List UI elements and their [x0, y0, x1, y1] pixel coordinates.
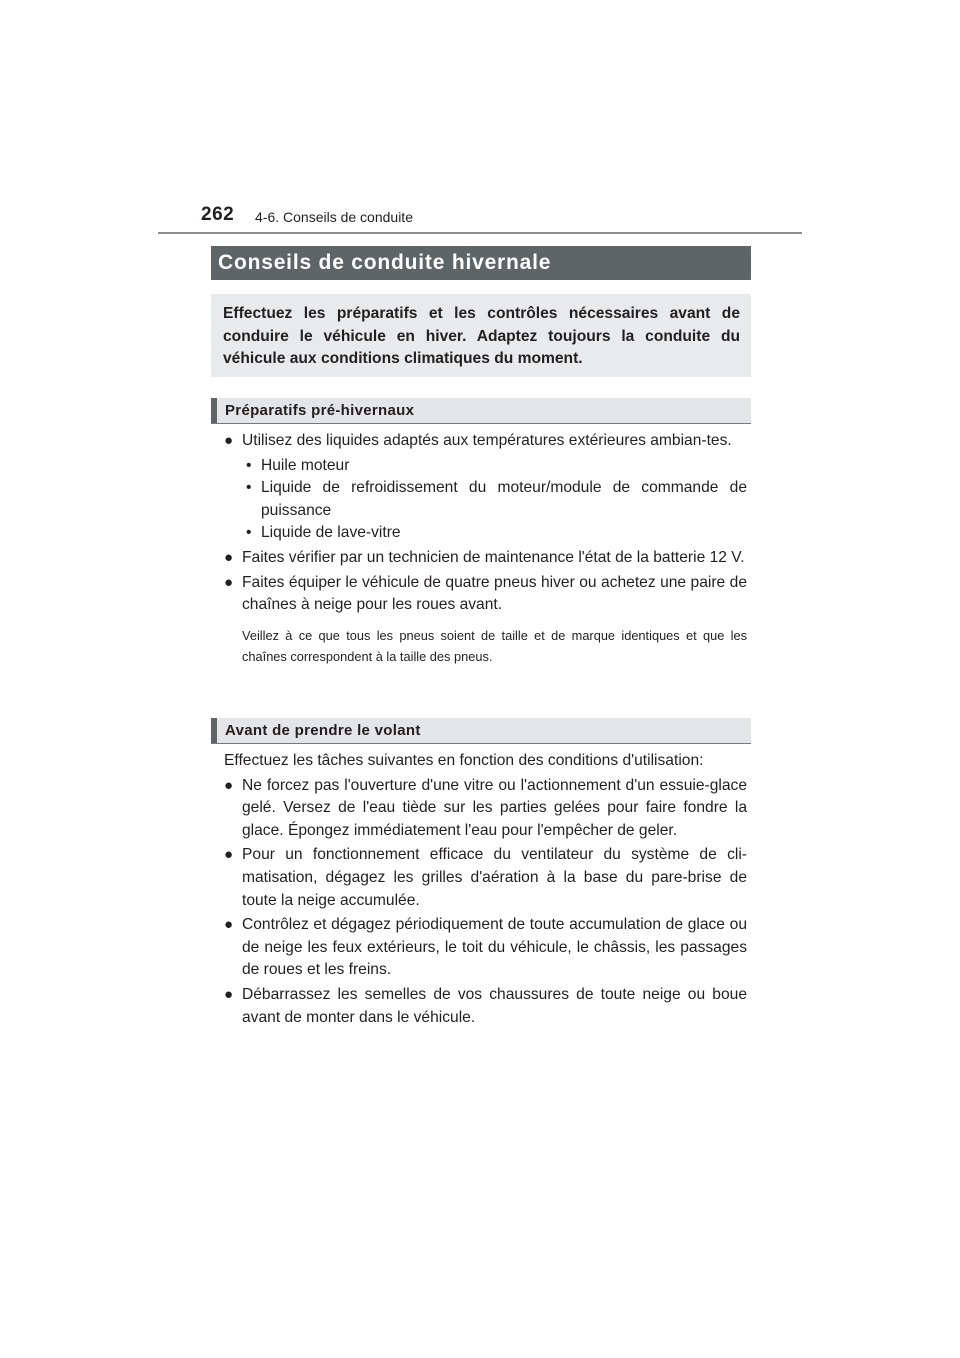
list-item-text: Faites vérifier par un technicien de maintenance l'état de la batterie 12 V. — [242, 548, 745, 566]
list-item-text: Contrôlez et dégagez périodiquement de toute accumulation de glace ou de neige les feux extérieurs, le toit du véhicule, le châssis, les passages de roues et les freins. — [242, 916, 747, 979]
list-item — [224, 547, 747, 570]
list-item-text: Débarrassez les semelles de vos chaussures de toute neige ou boue avant de monter dans le véhicule. — [242, 985, 747, 1026]
section-body-before-driving — [224, 750, 747, 1031]
sub-bullet-icon: • — [246, 456, 252, 474]
list-item — [224, 430, 747, 453]
section-heading-preparations — [211, 398, 751, 424]
list-item — [224, 775, 747, 843]
sub-list-item-text: Huile moteur — [261, 456, 350, 474]
section-heading-label: Préparatifs pré-hivernaux — [225, 402, 415, 419]
sub-list-item — [224, 477, 747, 522]
list-item — [224, 914, 747, 982]
intro-box — [211, 294, 751, 377]
section-heading-before-driving — [211, 718, 751, 744]
section-title-bar — [211, 246, 751, 280]
page-title: Conseils de conduite hivernale — [218, 251, 552, 274]
sub-list-item — [224, 522, 747, 545]
list-item-text: Pour un fonctionnement efficace du ventilateur du système de cli-matisation, dégagez les grilles d'aération à la base du pare-brise de toute la neige accumulée. — [242, 846, 747, 909]
page-number: 262 — [201, 204, 235, 225]
sub-list-item — [224, 455, 747, 478]
section-body-preparations — [224, 430, 747, 667]
list-item-text: Utilisez des liquides adaptés aux températures extérieures ambian-tes. — [242, 432, 732, 449]
sub-list-item-text: Liquide de lave-vitre — [261, 524, 401, 542]
sub-list-item-text: Liquide de refroidissement du moteur/module de commande de puissance — [261, 479, 747, 519]
bullet-icon: ● — [224, 432, 234, 449]
bullet-icon: ● — [224, 573, 234, 591]
list-item-text: Ne forcez pas l'ouverture d'une vitre ou l'actionnement d'un essuie-glace gelé. Versez de l'eau tiède sur les parties gelées pour faire fondre la glace. Épongez immédiatement l'eau pour l'empêcher de geler. — [242, 776, 747, 839]
bullet-icon: ● — [224, 916, 234, 934]
list-item — [224, 844, 747, 912]
bullet-icon: ● — [224, 548, 234, 566]
chapter-title: 4-6. Conseils de conduite — [255, 209, 413, 225]
list-item-text: Faites équiper le véhicule de quatre pneus hiver ou achetez une paire de chaînes à neige pour les roues avant. — [242, 573, 747, 614]
bullet-icon: ● — [224, 846, 234, 864]
lead-text: Effectuez les tâches suivantes en fonction des conditions d'utilisation: — [224, 752, 704, 769]
intro-text: Effectuez les préparatifs et les contrôles nécessaires avant de conduire le véhicule en hiver. Adaptez toujours la conduite du véhicule aux conditions climatiques du moment. — [223, 305, 740, 367]
bullet-icon: ● — [224, 776, 234, 794]
bullet-icon: ● — [224, 985, 234, 1003]
header-divider — [158, 232, 802, 234]
note-text: Veillez à ce que tous les pneus soient de taille et de marque identiques et que les chaînes correspondent à la taille des pneus. — [242, 627, 747, 664]
list-item — [224, 984, 747, 1029]
sub-bullet-icon: • — [246, 479, 252, 497]
section-heading-label: Avant de prendre le volant — [225, 722, 421, 739]
sub-bullet-icon: • — [246, 524, 252, 542]
list-item — [224, 572, 747, 617]
